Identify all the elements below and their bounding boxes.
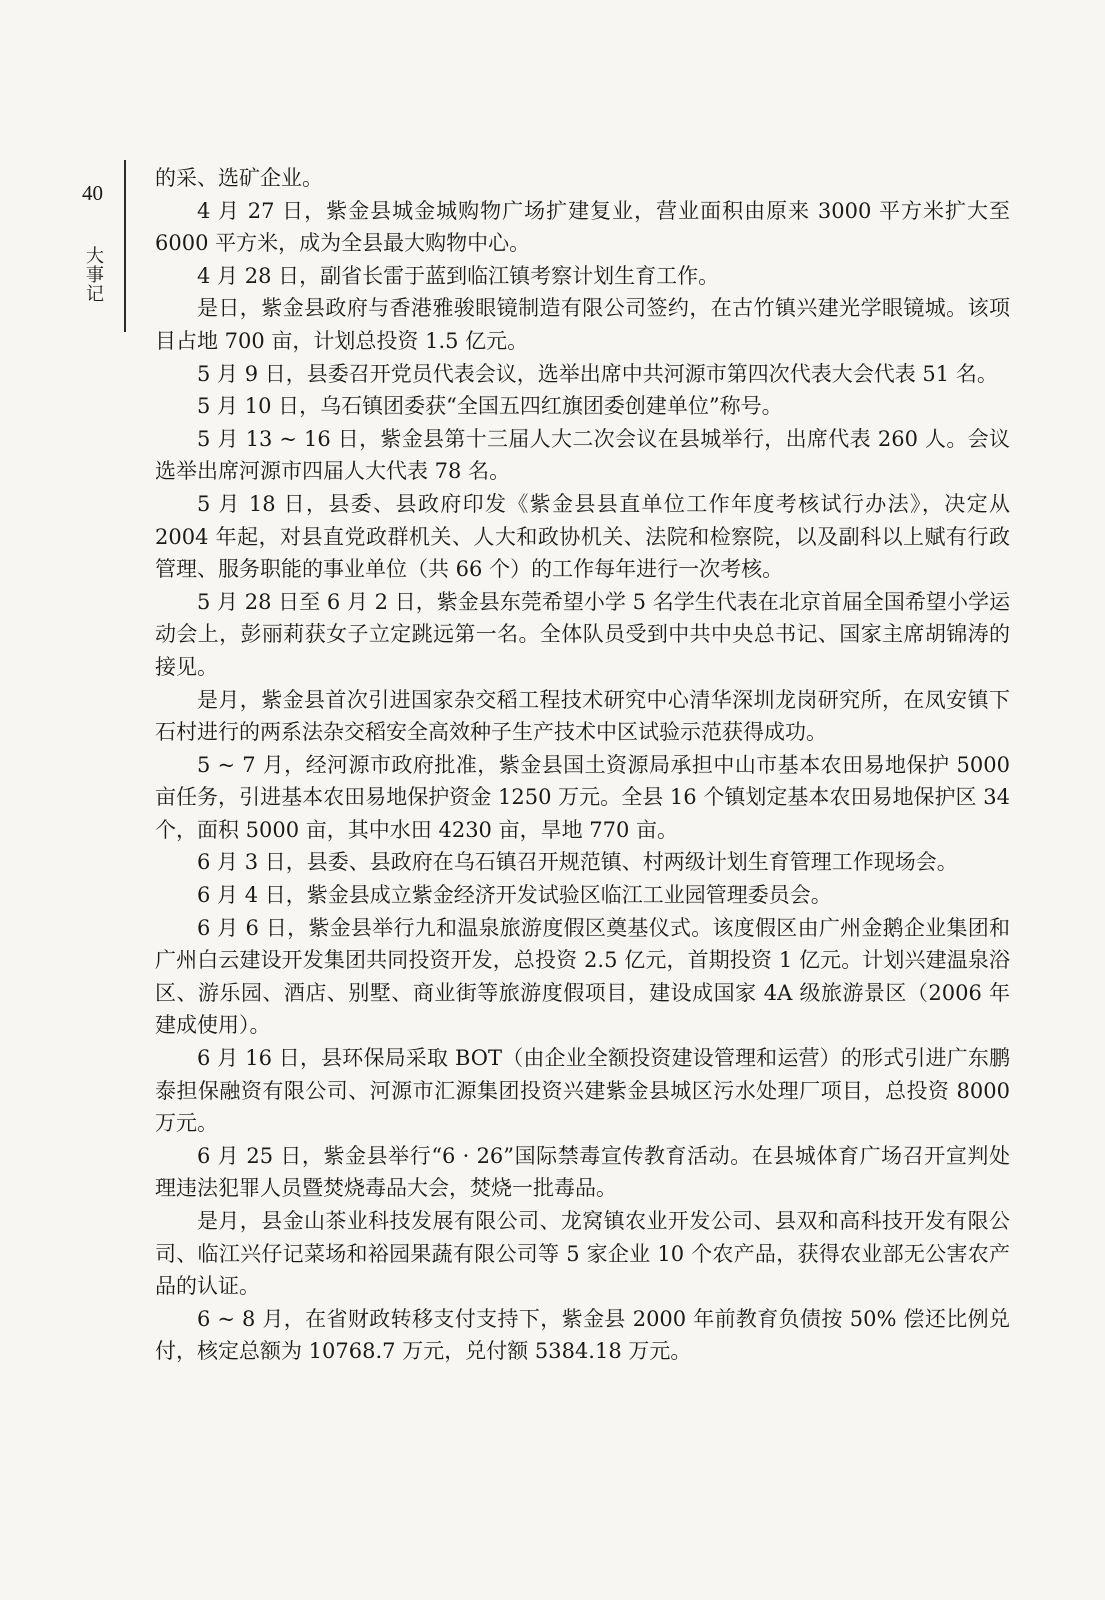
section-label: 大事记 [83,246,104,303]
entry-paragraph: 6 月 25 日，紫金县举行“6 · 26”国际禁毒宣传教育活动。在县城体育广场召开宣判处理违法犯罪人员暨焚烧毒品大会，焚烧一批毒品。 [155,1143,1010,1201]
page-number: 40 [82,181,103,205]
paragraph-continuation: 的采、选矿企业。 [155,166,323,190]
entry-paragraph: 6 月 16 日，县环保局采取 BOT（由企业全额投资建设管理和运营）的形式引进广东鹏泰担保融资有限公司、河源市汇源集团投资兴建紫金县城区污水处理厂项目，总投资 8000 万元。 [155,1046,1010,1136]
entry-paragraph: 6 月 3 日，县委、县政府在乌石镇召开规范镇、村两级计划生育管理工作现场会。 [197,850,958,875]
margin-divider [124,160,126,332]
entry-paragraph: 6 月 6 日，紫金县举行九和温泉旅游度假区奠基仪式。该度假区由广州金鹅企业集团和广州白云建设开发集团共同投资开发，总投资 2.5 亿元，首期投资 1 亿元。计划兴建温泉浴区、游乐园、酒店、别墅、商业街等旅游度假项目，建设成国家 4A 级旅游景区（2006 年建成使用）。 [155,915,1010,1038]
entry-paragraph: 是日，紫金县政府与香港雅骏眼镜制造有限公司签约，在古竹镇兴建光学眼镜城。该项目占地 700 亩，计划总投资 1.5 亿元。 [155,296,1010,353]
entry-paragraph: 6 月 4 日，紫金县成立紫金经济开发试验区临江工业园管理委员会。 [197,883,832,908]
entry-paragraph: 5 月 18 日，县委、县政府印发《紫金县县直单位工作年度考核试行办法》，决定从 2004 年起，对县直党政群机关、人大和政协机关、法院和检察院，以及副科以上赋有行政管理、服务职能的事业单位（共 66 个）的工作每年进行一次考核。 [155,491,1010,582]
entry-paragraph: 5 ~ 7 月，经河源市政府批准，紫金县国土资源局承担中山市基本农田易地保护 5000 亩任务，引进基本农田易地保护资金 1250 万元。全县 16 个镇划定基本农田易地保护区 34 个，面积 5000 亩，其中水田 4230 亩，旱地 770 亩。 [155,752,1010,842]
entry-paragraph: 4 月 27 日，紫金县城金城购物广场扩建复业，营业面积由原来 3000 平方米扩大至 6000 平方米，成为全县最大购物中心。 [155,198,1010,256]
entry-paragraph: 6 ~ 8 月，在省财政转移支付支持下，紫金县 2000 年前教育负债按 50% 偿还比例兑付，核定总额为 10768.7 万元，兑付额 5384.18 万元。 [155,1306,1010,1364]
entry-paragraph: 5 月 10 日，乌石镇团委获“全国五四红旗团委创建单位”称号。 [197,394,783,419]
entry-paragraph: 是月，紫金县首次引进国家杂交稻工程技术研究中心清华深圳龙岗研究所，在凤安镇下石村进行的两系法杂交稻安全高效种子生产技术中区试验示范获得成功。 [155,687,1010,745]
entry-paragraph: 是月，县金山茶业科技发展有限公司、龙窝镇农业开发公司、县双和高科技开发有限公司、临江兴仔记菜场和裕园果蔬有限公司等 5 家企业 10 个农产品，获得农业部无公害农产品的认证。 [155,1209,1010,1299]
chronicle-body [155,162,1010,1368]
entry-paragraph: 5 月 13 ~ 16 日，紫金县第十三届人大二次会议在县城举行，出席代表 260 人。会议选举出席河源市四届人大代表 78 名。 [155,426,1010,484]
entry-paragraph: 5 月 9 日，县委召开党员代表会议，选举出席中共河源市第四次代表大会代表 51 名。 [197,361,998,386]
entry-paragraph: 4 月 28 日，副省长雷于蓝到临江镇考察计划生育工作。 [197,263,720,288]
entry-paragraph: 5 月 28 日至 6 月 2 日，紫金县东莞希望小学 5 名学生代表在北京首届全国希望小学运动会上，彭丽莉获女子立定跳远第一名。全体队员受到中共中央总书记、国家主席胡锦涛的接见。 [155,589,1010,679]
